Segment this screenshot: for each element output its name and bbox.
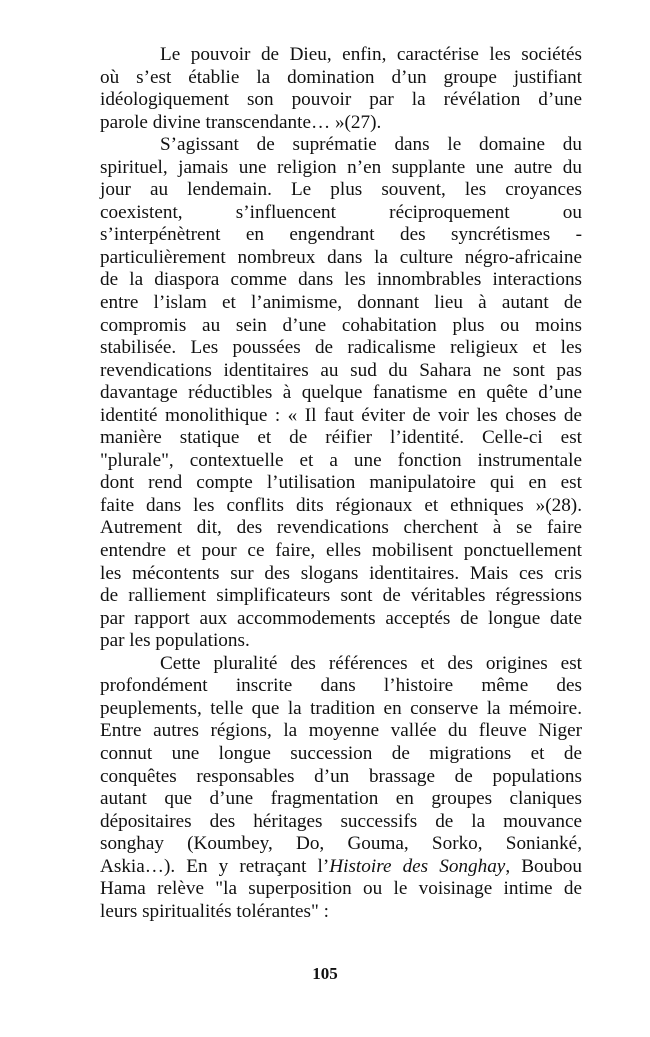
text-line: coexistent, s’influencent réciproquement ou	[100, 201, 582, 223]
text-line: davantage réductibles à quelque fanatisme en quête d’une	[100, 382, 582, 404]
text-line: parole divine transcendante… »(27).	[100, 111, 382, 133]
text-line: entre l’islam et l’animisme, donnant lieu à autant de	[100, 292, 582, 314]
text-line: dont rend compte l’utilisation manipulatoire qui en est	[100, 472, 582, 494]
text-line: identité monolithique : « Il faut éviter de voir les choses de	[100, 404, 582, 426]
text-line	[100, 856, 582, 879]
text-line: stabilisée. Les poussées de radicalisme religieux et les	[100, 337, 582, 359]
text-line: spirituel, jamais une religion n’en supplante une autre du	[100, 156, 582, 178]
text-line: compromis au sein d’une cohabitation plus ou moins	[100, 314, 582, 336]
text-line: conquêtes responsables d’un brassage de populations	[100, 765, 582, 787]
text-line: leurs spiritualités tolérantes" :	[100, 900, 329, 922]
paragraph	[100, 653, 582, 924]
paragraph	[100, 134, 582, 653]
text-line: "plurale", contextuelle et a une fonction instrumentale	[100, 449, 582, 471]
text-line: de ralliement simplificateurs sont de véritables régressions	[100, 585, 582, 607]
italic-title: Histoire des Songhay	[329, 855, 506, 877]
page-number: 105	[312, 964, 338, 983]
text-line: autant que d’une fragmentation en groupes claniques	[100, 788, 582, 810]
text-line: connut une longue succession de migrations et de	[100, 742, 582, 764]
paragraph	[100, 44, 582, 134]
text-line: entendre et pour ce faire, elles mobilisent ponctuellement	[100, 540, 582, 562]
text-line: où s’est établie la domination d’un groupe justifiant	[100, 66, 582, 88]
text-line: peuplements, telle que la tradition en conserve la mémoire.	[100, 697, 582, 719]
text-line: manière statique et de réifier l’identité. Celle-ci est	[100, 427, 582, 449]
text-line: revendications identitaires au sud du Sahara ne sont pas	[100, 359, 582, 381]
text-line: idéologiquement son pouvoir par la révélation d’une	[100, 89, 582, 111]
text-line: Le pouvoir de Dieu, enfin, caractérise les sociétés	[160, 44, 582, 65]
text-line: par rapport aux accommodements acceptés de longue date	[100, 607, 582, 629]
text-line: Cette pluralité des références et des origines est	[160, 652, 582, 674]
text-line: Autrement dit, des revendications cherchent à se faire	[100, 517, 582, 539]
text-line: de la diaspora comme dans les innombrables interactions	[100, 269, 582, 291]
text-segment: , Boubou	[505, 855, 582, 877]
text-line: Entre autres régions, la moyenne vallée du fleuve Niger	[100, 720, 582, 742]
text-line: jour au lendemain. Le plus souvent, les croyances	[100, 179, 582, 201]
text-line: dépositaires des héritages successifs de la mouvance	[100, 810, 582, 832]
text-segment: Askia…). En y retraçant l’	[100, 855, 330, 877]
text-line: songhay (Koumbey, Do, Gouma, Sorko, Sonianké,	[100, 833, 582, 855]
text-line: Hama relève "la superposition ou le voisinage intime de	[100, 878, 582, 900]
text-line: les mécontents sur des slogans identitaires. Mais ces cris	[100, 562, 582, 584]
text-line: S’agissant de suprématie dans le domaine du	[160, 134, 582, 156]
text-line: s’interpénètrent en engendrant des syncrétismes -	[100, 224, 582, 246]
text-line: profondément inscrite dans l’histoire même des	[100, 675, 582, 697]
text-line: par les populations.	[100, 630, 250, 652]
text-line: faite dans les conflits dits régionaux et ethniques »(28).	[100, 494, 582, 516]
body-text	[100, 44, 582, 923]
text-line: particulièrement nombreux dans la culture négro-africaine	[100, 246, 582, 268]
